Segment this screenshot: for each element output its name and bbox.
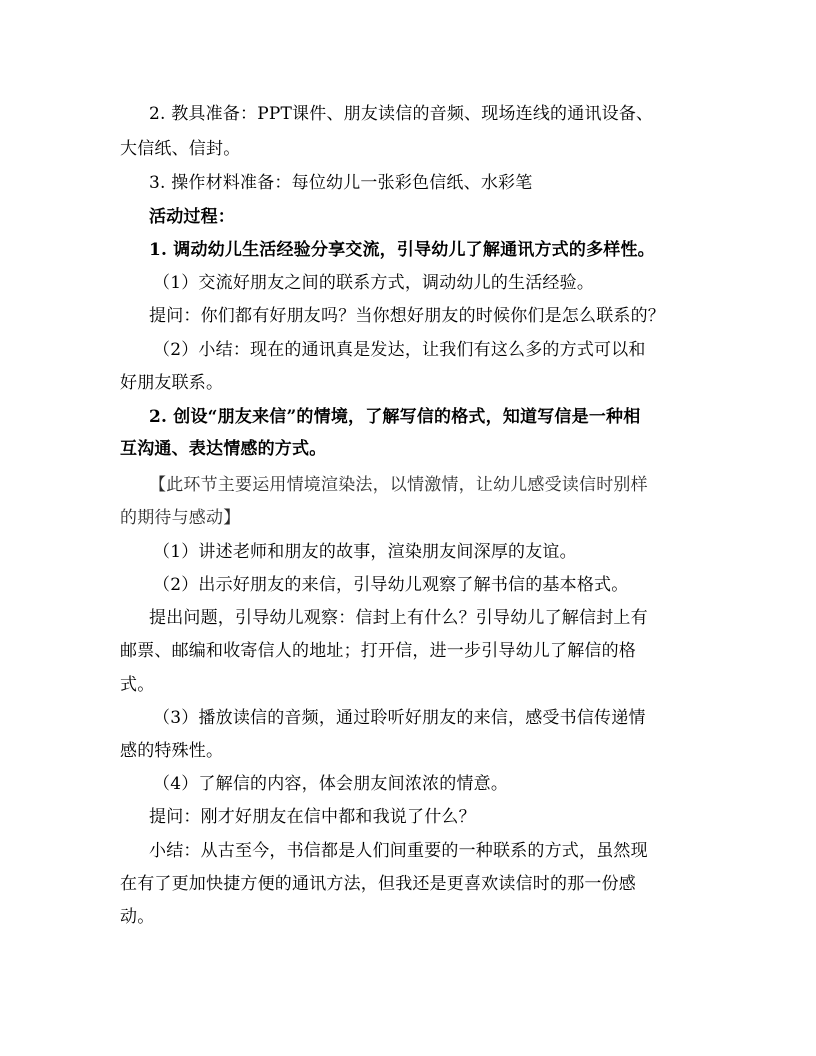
text-line: 感的特殊性。 [120, 741, 224, 761]
section-heading: 活动过程： [149, 207, 235, 227]
method-note: 【此环节主要运用情境渲染法，以情激情，让幼儿感受读信时别样 [149, 475, 648, 495]
step-heading: 1. 调动幼儿生活经验分享交流，引导幼儿了解通讯方式的多样性。 [149, 240, 655, 260]
step-heading: 互沟通、表达情感的方式。 [120, 439, 327, 459]
text-line: 2. 教具准备：PPT课件、朋友读信的音频、现场连线的通讯设备、 [149, 104, 654, 124]
text-line: （2）出示好朋友的来信，引导幼儿观察了解书信的基本格式。 [153, 575, 629, 595]
text-line: 动。 [120, 907, 155, 927]
text-line: （1）交流好朋友之间的联系方式，调动幼儿的生活经验。 [153, 273, 595, 293]
step-heading: 2. 创设“朋友来信”的情境，了解写信的格式，知道写信是一种相 [149, 407, 641, 427]
method-note: 的期待与感动】 [120, 508, 241, 528]
text-line: 好朋友联系。 [120, 373, 224, 393]
text-line: 式。 [120, 675, 155, 695]
text-line: （3）播放读信的音频，通过聆听好朋友的来信，感受书信传递情 [153, 708, 646, 728]
text-line: （1）讲述老师和朋友的故事，渲染朋友间深厚的友谊。 [153, 542, 577, 562]
text-line: 大信纸、信封。 [120, 139, 241, 159]
text-line: 邮票、邮编和收寄信人的地址；打开信，进一步引导幼儿了解信的格 [120, 641, 636, 661]
text-line: 3. 操作材料准备：每位幼儿一张彩色信纸、水彩笔 [149, 173, 533, 193]
text-line: 提问：刚才好朋友在信中都和我说了什么？ [149, 807, 476, 827]
text-line: 在有了更加快捷方便的通讯方法，但我还是更喜欢读信时的那一份感 [120, 874, 636, 894]
text-line: （2）小结：现在的通讯真是发达，让我们有这么多的方式可以和 [153, 340, 646, 360]
text-line: 提问：你们都有好朋友吗？当你想好朋友的时候你们是怎么联系的？ [149, 306, 665, 326]
text-line: 提出问题，引导幼儿观察：信封上有什么？引导幼儿了解信封上有 [149, 608, 648, 628]
text-line: （4）了解信的内容，体会朋友间浓浓的情意。 [153, 774, 509, 794]
text-line: 小结：从古至今，书信都是人们间重要的一种联系的方式，虽然现 [149, 841, 648, 861]
